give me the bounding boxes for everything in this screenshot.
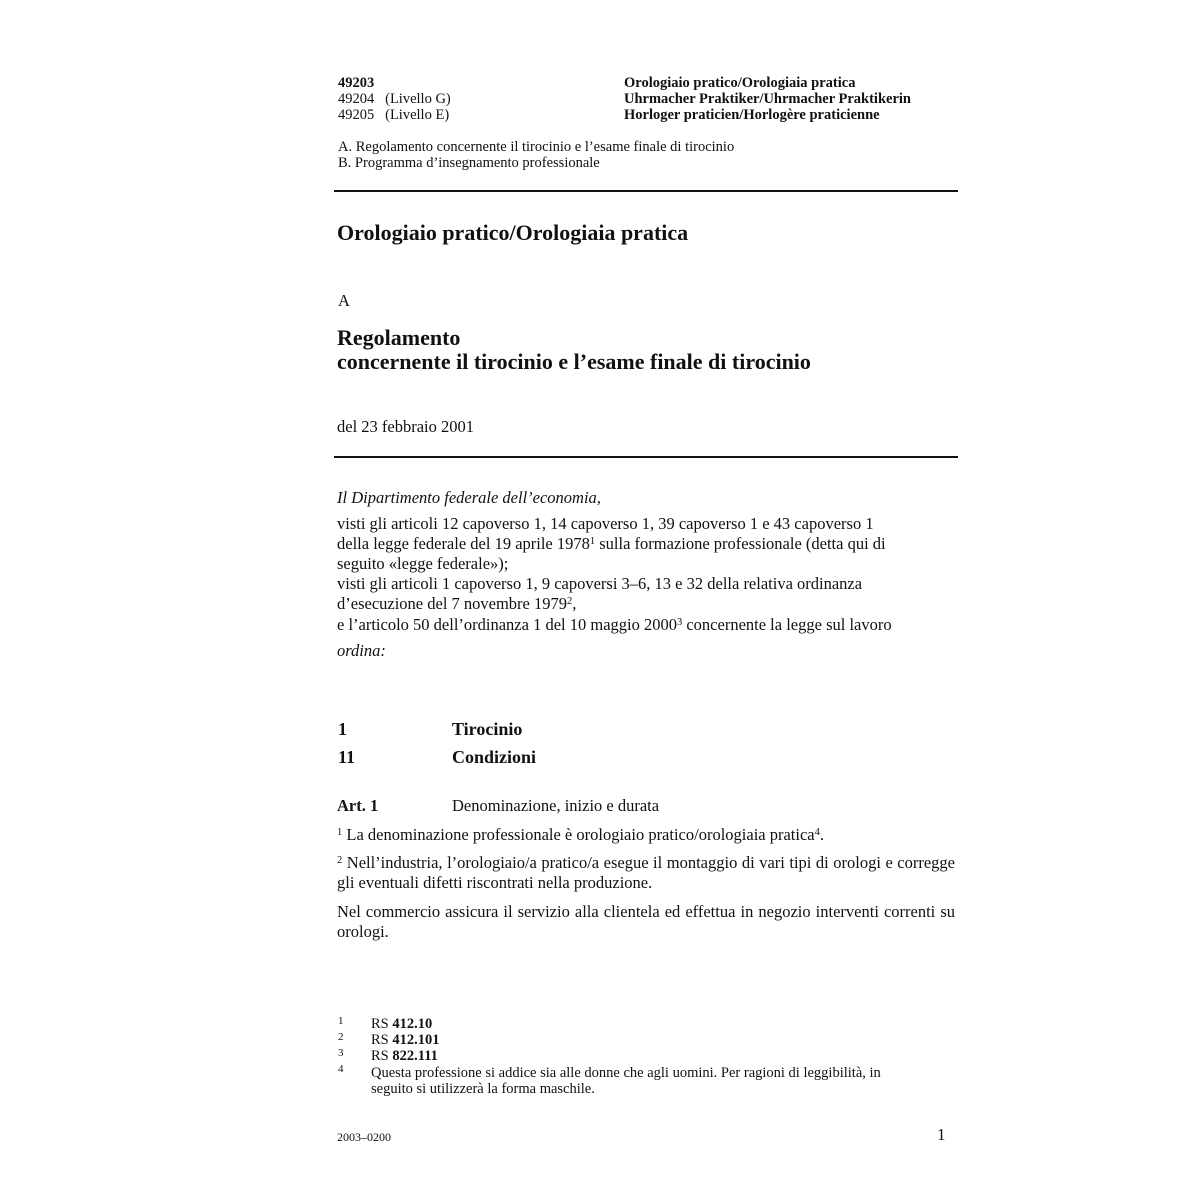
preamble-line-6 — [337, 615, 892, 635]
preamble-line-5-text: d’esecuzione del 7 novembre 1979 — [337, 594, 568, 613]
preamble-line-4: visti gli articoli 1 capoverso 1, 9 capoversi 3–6, 13 e 32 della relativa ordinanza — [337, 574, 863, 593]
footnote-number-3: 3 — [338, 1047, 344, 1059]
header-title-it: Orologiaio pratico/Orologiaia pratica — [624, 75, 856, 91]
footnote-number-4: 4 — [338, 1063, 344, 1075]
page-number: 1 — [937, 1125, 946, 1144]
article-paragraph-2-text: Nell’industria, l’orologiaio/a pratico/a esegue il montaggio di vari tipi di orologi e corregge gli eventuali difetti riscontrati nella produzione. — [337, 853, 955, 892]
article-paragraph-1 — [337, 825, 824, 845]
footnote-number-2: 2 — [338, 1031, 344, 1043]
preamble-authority: Il Dipartimento federale dell’economia, — [337, 488, 601, 507]
header-code-3-number: 49205 — [338, 107, 375, 123]
paragraph-number-1: 1 — [337, 827, 343, 838]
contents-item-a: A. Regolamento concernente il tirocinio e l’esame finale di tirocinio — [338, 139, 735, 155]
footnote-1 — [371, 1016, 432, 1032]
footnote-ref-1[interactable]: 1 — [589, 536, 596, 547]
header-code-3-level: (Livello E) — [385, 107, 450, 123]
header-code-3 — [338, 107, 449, 123]
footnote-ref-4[interactable]: 4 — [814, 827, 820, 838]
article-paragraph-1-end: . — [819, 825, 824, 844]
preamble-line-5-rest: , — [572, 594, 577, 613]
preamble-line-2-text: della legge federale del 19 aprile 1978 — [337, 534, 590, 553]
section-number-1: 1 — [338, 719, 347, 739]
paragraph-number-2: 2 — [337, 855, 343, 866]
header-title-de: Uhrmacher Praktiker/Uhrmacher Praktikerin — [624, 91, 911, 107]
footnote-3-ref: 822.111 — [392, 1048, 438, 1064]
regulation-title-line2: concernente il tirocinio e l’esame finale di tirocinio — [337, 349, 811, 374]
regulation-title-line1: Regolamento — [337, 325, 461, 350]
section-title-11: Condizioni — [452, 747, 537, 767]
article-paragraph-2 — [337, 853, 955, 893]
header-code-2-level: (Livello G) — [385, 91, 451, 107]
section-number-11: 11 — [338, 747, 356, 767]
preamble-line-2 — [337, 534, 886, 554]
middle-divider — [334, 456, 958, 458]
regulation-date: del 23 febbraio 2001 — [337, 417, 475, 436]
preamble-ordina: ordina: — [337, 641, 386, 660]
article-title: Denominazione, inizio e durata — [452, 796, 660, 815]
footnote-1-ref: 412.10 — [392, 1016, 433, 1032]
footnote-number-1: 1 — [338, 1015, 344, 1027]
footnote-2 — [371, 1032, 440, 1048]
preamble-line-3: seguito «legge federale»); — [337, 554, 509, 573]
contents-item-b: B. Programma d’insegnamento professionale — [338, 155, 600, 171]
header-code-2-number: 49204 — [338, 91, 375, 107]
preamble-line-1: visti gli articoli 12 capoverso 1, 14 capoverso 1, 39 capoverso 1 e 43 capoverso 1 — [337, 514, 874, 533]
preamble-line-6-rest: concernente la legge sul lavoro — [682, 615, 892, 634]
footnote-4-line-2: seguito si utilizzerà la forma maschile. — [371, 1081, 595, 1097]
article-paragraph-3: Nel commercio assicura il servizio alla clientela ed effettua in negozio interventi correnti su orologi. — [337, 902, 955, 941]
footnote-2-ref: 412.101 — [392, 1032, 440, 1048]
header-title-fr: Horloger praticien/Horlogère praticienne — [624, 107, 880, 123]
footnote-1-prefix: RS — [371, 1016, 393, 1032]
article-paragraph-1-text: La denominazione professionale è orologiaio pratico/orologiaia pratica — [342, 825, 815, 844]
preamble-line-6-text: e l’articolo 50 dell’ordinanza 1 del 10 maggio 2000 — [337, 615, 677, 634]
footnote-ref-3[interactable]: 3 — [676, 617, 683, 628]
page-title: Orologiaio pratico/Orologiaia pratica — [337, 220, 689, 245]
footnote-2-prefix: RS — [371, 1032, 393, 1048]
section-title-1: Tirocinio — [452, 719, 523, 739]
document-code: 2003–0200 — [337, 1130, 391, 1144]
preamble-line-5 — [337, 594, 576, 614]
header-code-2 — [338, 91, 451, 107]
section-letter: A — [338, 291, 350, 310]
footnote-ref-2[interactable]: 2 — [567, 596, 573, 607]
article-label: Art. 1 — [337, 796, 379, 815]
top-divider — [334, 190, 958, 192]
footnote-4-line-1: Questa professione si addice sia alle donne che agli uomini. Per ragioni di leggibilità, in — [371, 1065, 881, 1081]
footnote-3-prefix: RS — [371, 1048, 393, 1064]
header-code-1: 49203 — [338, 75, 375, 91]
footnote-3 — [371, 1048, 438, 1064]
preamble-line-2-rest: sulla formazione professionale (detta qui di — [595, 534, 886, 553]
